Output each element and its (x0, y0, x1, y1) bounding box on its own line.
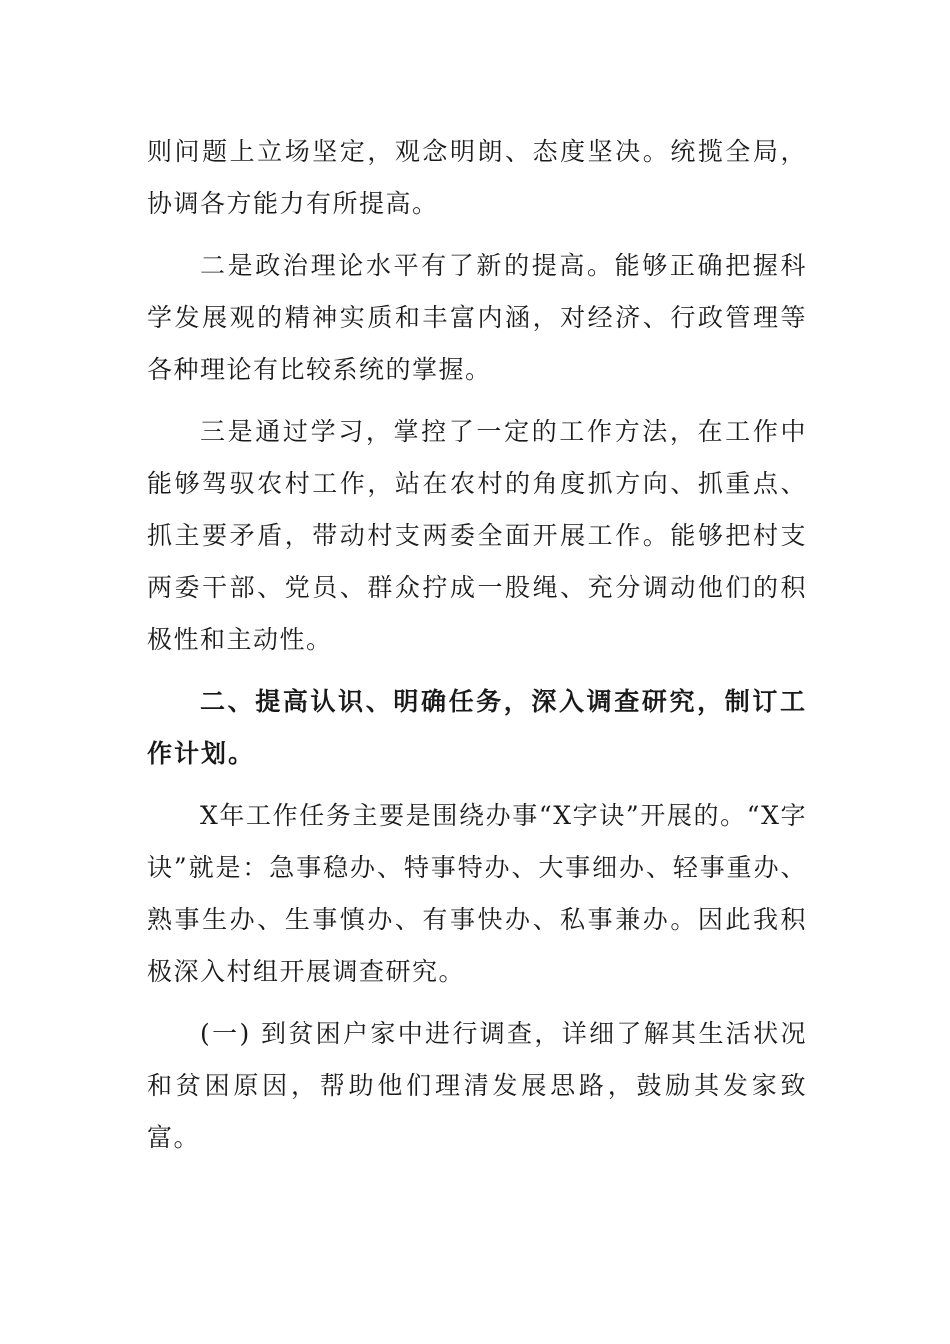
document-body (147, 126, 807, 1174)
paragraph-poverty-survey: (一) 到贫困户家中进行调查，详细了解其生活状况和贫困原因，帮助他们理清发展思路，鼓励其发家致富。 (147, 1019, 807, 1152)
paragraph-political-theory: 二是政治理论水平有了新的提高。能够正确把握科学发展观的精神实质和丰富内涵，对经济、行政管理等各种理论有比较系统的掌握。 (147, 251, 807, 384)
section-heading-two: 二、提高认识、明确任务，深入调查研究，制订工作计划。 (147, 687, 807, 768)
paragraph-work-methods: 三是通过学习，掌控了一定的工作方法，在工作中能够驾驭农村工作，站在农村的角度抓方向、抓重点、抓主要矛盾，带动村支两委全面开展工作。能够把村支两委干部、党员、群众拧成一股绳、充分调动他们的积极性和主动性。 (147, 417, 807, 654)
paragraph-continuation: 则问题上立场坚定，观念明朗、态度坚决。统揽全局，协调各方能力有所提高。 (147, 137, 807, 218)
paragraph-work-tasks: X年工作任务主要是围绕办事“X字诀”开展的。“X字诀”就是：急事稳办、特事特办、大事细办、轻事重办、熟事生办、生事慎办、有事快办、私事兼办。因此我积极深入村组开展调查研究。 (147, 801, 807, 986)
